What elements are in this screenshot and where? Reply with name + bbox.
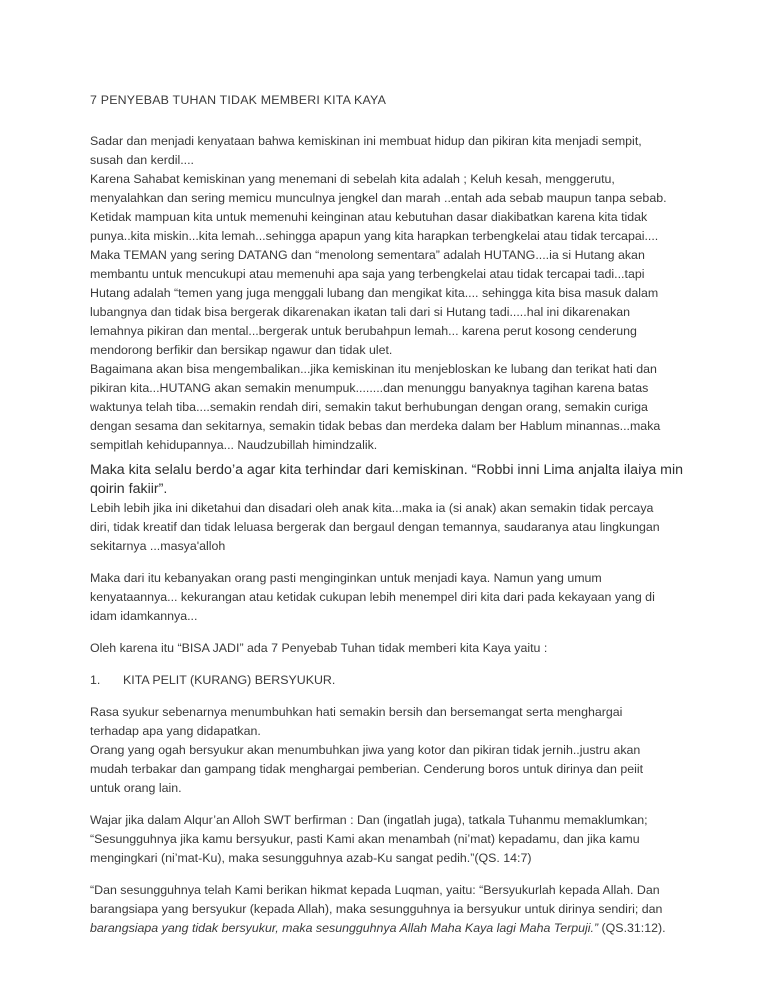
text-line: waktunya telah tiba....semakin rendah diri, semakin takut berhubungan dengan orang, semakin curiga <box>90 400 648 414</box>
text-line: untuk orang lain. <box>90 781 182 795</box>
paragraph-seven-causes <box>90 639 690 658</box>
text-line: “Dan sesungguhnya telah Kami berikan hikmat kepada Luqman, yaitu: “Bersyukurlah kepada Allah. Dan <box>90 883 660 897</box>
text-line: terhadap apa yang didapatkan. <box>90 724 261 738</box>
verse-reference: (QS.31:12). <box>598 921 666 935</box>
text-line: mengingkari (ni’mat-Ku), maka sesungguhnya azab-Ku sangat pedih.”(QS. 14:7) <box>90 851 532 865</box>
text-line: lemahnya pikiran dan mental...bergerak untuk berubahpun lemah... karena perut kosong cenderung <box>90 324 637 338</box>
document-body <box>90 92 690 938</box>
text-line: barangsiapa yang bersyukur (kepada Allah), maka sesungguhnya ia bersyukur untuk dirinya sendiri; dan <box>90 902 663 916</box>
text-line: dengan sesama dan sekitarnya, semakin tidak bebas dan merdeka dalam ber Hablum minannas...maka <box>90 419 661 433</box>
text-line: sempitlah kehidupannya... Naudzubillah himindzalik. <box>90 438 378 452</box>
text-line: qoirin fakiir”. <box>90 481 168 497</box>
text-line: Karena Sahabat kemiskinan yang menemani di sebelah kita adalah ; Keluh kesah, menggerutu, <box>90 172 615 186</box>
paragraph-gratitude <box>90 703 690 798</box>
paragraph-prayer <box>90 461 690 499</box>
paragraph-quran-14-7 <box>90 811 690 868</box>
text-line <box>90 919 690 938</box>
text-line: Orang yang ogah bersyukur akan menumbuhkan jiwa yang kotor dan pikiran tidak jernih..justru akan <box>90 743 641 757</box>
text-line: Hutang adalah “temen yang juga menggali lubang dan mengikat kita.... sehingga kita bisa masuk dalam <box>90 286 659 300</box>
text-line: lubangnya dan tidak bisa bergerak dikarenakan ikatan tali dari si Hutang tadi.....hal ini dikarenakan <box>90 305 631 319</box>
paragraph-wish-rich <box>90 569 690 626</box>
text-line: kenyataannya... kekurangan atau ketidak cukupan lebih menempel diri kita dari pada kekayaan yang di <box>90 590 655 604</box>
text-line: membantu untuk mencukupi atau memenuhi apa saja yang terbengkelai atau tidak tercapai tadi...tapi <box>90 267 645 281</box>
text-line: Maka kita selalu berdo’a agar kita terhindar dari kemiskinan. “Robbi inni Lima anjalta ilaiya min <box>90 462 684 478</box>
text-line: sekitarnya ...masya'alloh <box>90 539 226 553</box>
paragraph-quran-31-12 <box>90 881 690 938</box>
text-line: mudah terbakar dan gampang tidak menghargai pemberian. Cenderung boros untuk dirinya dan peiit <box>90 762 644 776</box>
text-line: punya..kita miskin...kita lemah...sehingga apapun yang kita harapkan terbengkelai atau tidak tercapai.... <box>90 229 659 243</box>
text-line: Oleh karena itu “BISA JADI” ada 7 Penyebab Tuhan tidak memberi kita Kaya yaitu : <box>90 641 548 655</box>
text-line: Maka TEMAN yang sering DATANG dan “menolong sementara” adalah HUTANG....ia si Hutang akan <box>90 248 645 262</box>
text-line: susah dan kerdil.... <box>90 153 195 167</box>
text-line: Lebih lebih jika ini diketahui dan disadari oleh anak kita...maka ia (si anak) akan semakin tidak percaya <box>90 501 654 515</box>
paragraph-children <box>90 499 690 556</box>
text-line: diri, tidak kreatif dan tidak leluasa bergerak dan bergaul dengan temannya, saudaranya atau lingkungan <box>90 520 660 534</box>
italic-quote: barangsiapa yang tidak bersyukur, maka sesungguhnya Allah Maha Kaya lagi Maha Terpuji.” <box>90 921 599 935</box>
text-line: Maka dari itu kebanyakan orang pasti menginginkan untuk menjadi kaya. Namun yang umum <box>90 571 602 585</box>
text-line: pikiran kita...HUTANG akan semakin menumpuk........dan menunggu banyaknya tagihan karena batas <box>90 381 649 395</box>
list-item-number: 1. <box>90 673 101 687</box>
document-title: 7 PENYEBAB TUHAN TIDAK MEMBERI KITA KAYA <box>90 93 387 107</box>
text-line: Wajar jika dalam Alqur’an Alloh SWT berfirman : Dan (ingatlah juga), tatkala Tuhanmu memaklumkan; <box>90 813 648 827</box>
text-line: Rasa syukur sebenarnya menumbuhkan hati semakin bersih dan bersemangat serta menghargai <box>90 705 623 719</box>
text-line: mendorong berfikir dan bersikap ngawur dan tidak ulet. <box>90 343 393 357</box>
text-line: Sadar dan menjadi kenyataan bahwa kemiskinan ini membuat hidup dan pikiran kita menjadi sempit, <box>90 134 642 148</box>
list-item-text: KITA PELIT (KURANG) BERSYUKUR. <box>123 673 336 687</box>
text-line: Ketidak mampuan kita untuk memenuhi keinginan atau kebutuhan dasar diakibatkan karena kita tidak <box>90 210 648 224</box>
text-line: menyalahkan dan sering memicu munculnya jengkel dan marah ..entah ada sebab maupun tanpa sebab. <box>90 191 667 205</box>
text-line: idam idamkannya... <box>90 609 198 623</box>
paragraph-intro <box>90 132 690 455</box>
text-line: Bagaimana akan bisa mengembalikan...jika kemiskinan itu menjebloskan ke lubang dan terikat hati dan <box>90 362 657 376</box>
list-item-1 <box>90 671 690 690</box>
text-line: “Sesungguhnya jika kamu bersyukur, pasti Kami akan menambah (ni’mat) kepadamu, dan jika kamu <box>90 832 640 846</box>
